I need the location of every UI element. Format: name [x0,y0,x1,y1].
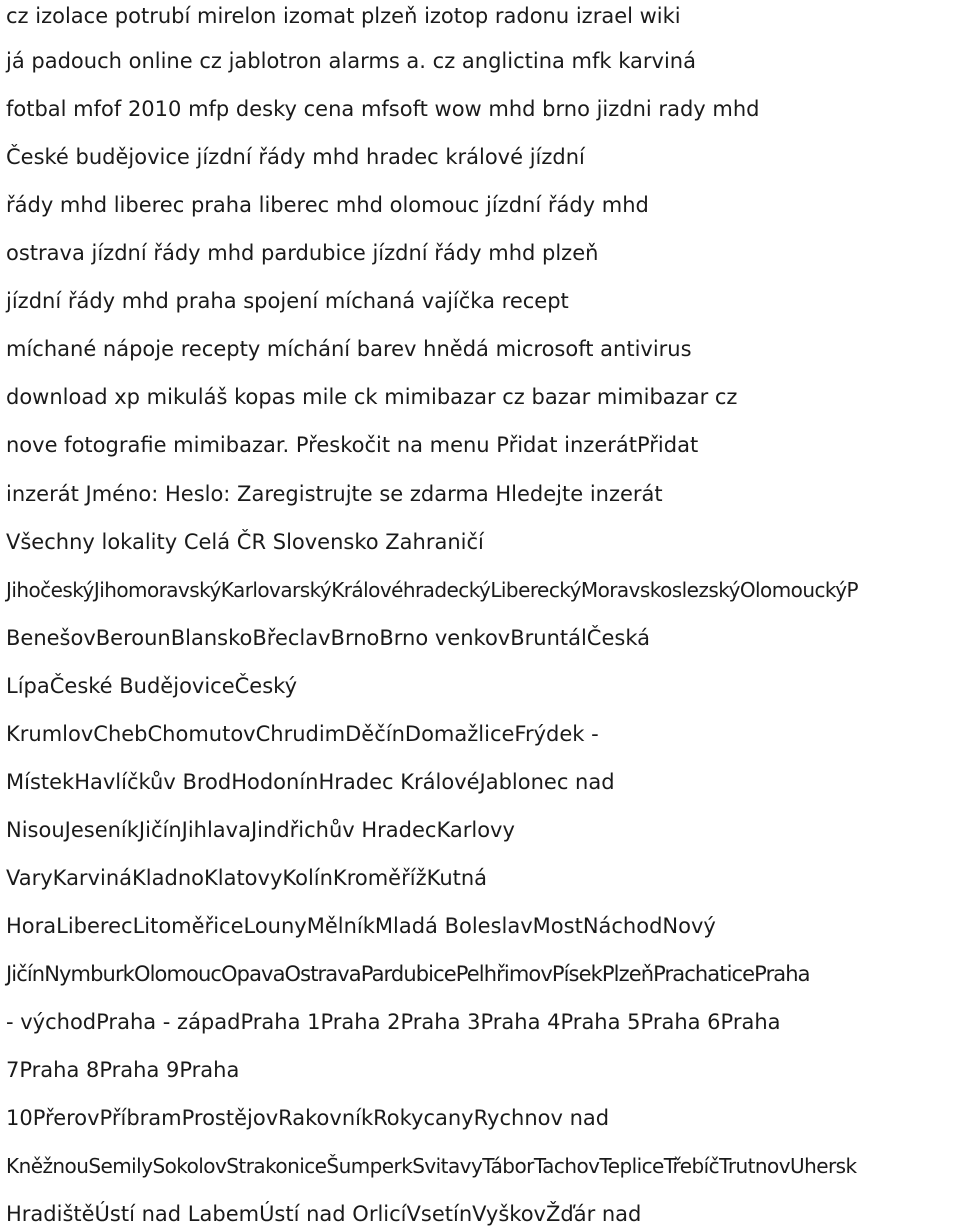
text-line-7: jízdní řády mhd praha spojení míchaná vajíčka recept [6,289,569,313]
text-line-20: HoraLiberecLitoměřiceLounyMělníkMladá BoleslavMostNáchodNový [6,914,716,938]
text-line-8: míchané nápoje recepty míchání barev hnědá microsoft antivirus [6,337,692,361]
text-line-9: download xp mikuláš kopas mile ck mimibazar cz bazar mimibazar cz [6,385,738,409]
text-line-24: 10PřerovPříbramProstějovRakovníkRokycanyRychnov nad [6,1106,610,1130]
text-line-5: řády mhd liberec praha liberec mhd olomouc jízdní řády mhd [6,193,649,217]
text-line-25: KněžnouSemilySokolovStrakoniceŠumperkSvitavyTáborTachovTepliceTřebíčTrutnovUhersk [6,1154,857,1178]
text-line-2: já padouch online cz jablotron alarms a. cz anglictina mfk karviná [6,49,696,73]
text-line-4: České budějovice jízdní řády mhd hradec králové jízdní [6,145,585,169]
text-line-26: HradištěÚstí nad LabemÚstí nad OrlicíVsetínVyškovŽďár nad [6,1202,642,1226]
text-line-18: NisouJeseníkJičínJihlavaJindřichův HradecKarlovy [6,818,515,842]
text-line-21: JičínNymburkOlomoucOpavaOstravaPardubicePelhřimovPísekPlzeňPrachaticePraha [6,962,810,986]
text-line-16: KrumlovChebChomutovChrudimDěčínDomažliceFrýdek - [6,722,599,746]
text-line-17: MístekHavlíčkův BrodHodonínHradec KrálovéJablonec nad [6,770,615,794]
text-line-3: fotbal mfof 2010 mfp desky cena mfsoft wow mhd brno jizdni rady mhd [6,97,760,121]
text-line-1: cz izolace potrubí mirelon izomat plzeň izotop radonu izrael wiki [6,4,681,28]
text-line-23: 7Praha 8Praha 9Praha [6,1058,240,1082]
text-line-14: BenešovBerounBlanskoBřeclavBrnoBrno venkovBruntálČeská [6,626,650,650]
text-line-22: - východPraha - západPraha 1Praha 2Praha 3Praha 4Praha 5Praha 6Praha [6,1010,781,1034]
text-line-10: nove fotografie mimibazar. Přeskočit na menu Přidat inzerátPřidat [6,433,699,457]
text-line-19: VaryKarvináKladnoKlatovyKolínKroměřížKutná [6,866,488,890]
text-line-6: ostrava jízdní řády mhd pardubice jízdní řády mhd plzeň [6,241,599,265]
text-line-13: JihočeskýJihomoravskýKarlovarskýKrálovéhradeckýLibereckýMoravskoslezskýOlomouckýP [6,578,859,602]
text-line-11: inzerát Jméno: Heslo: Zaregistrujte se zdarma Hledejte inzerát [6,482,663,506]
text-line-12: Všechny lokality Celá ČR Slovensko Zahraničí [6,530,484,554]
text-line-15: LípaČeské BudějoviceČeský [6,674,298,698]
